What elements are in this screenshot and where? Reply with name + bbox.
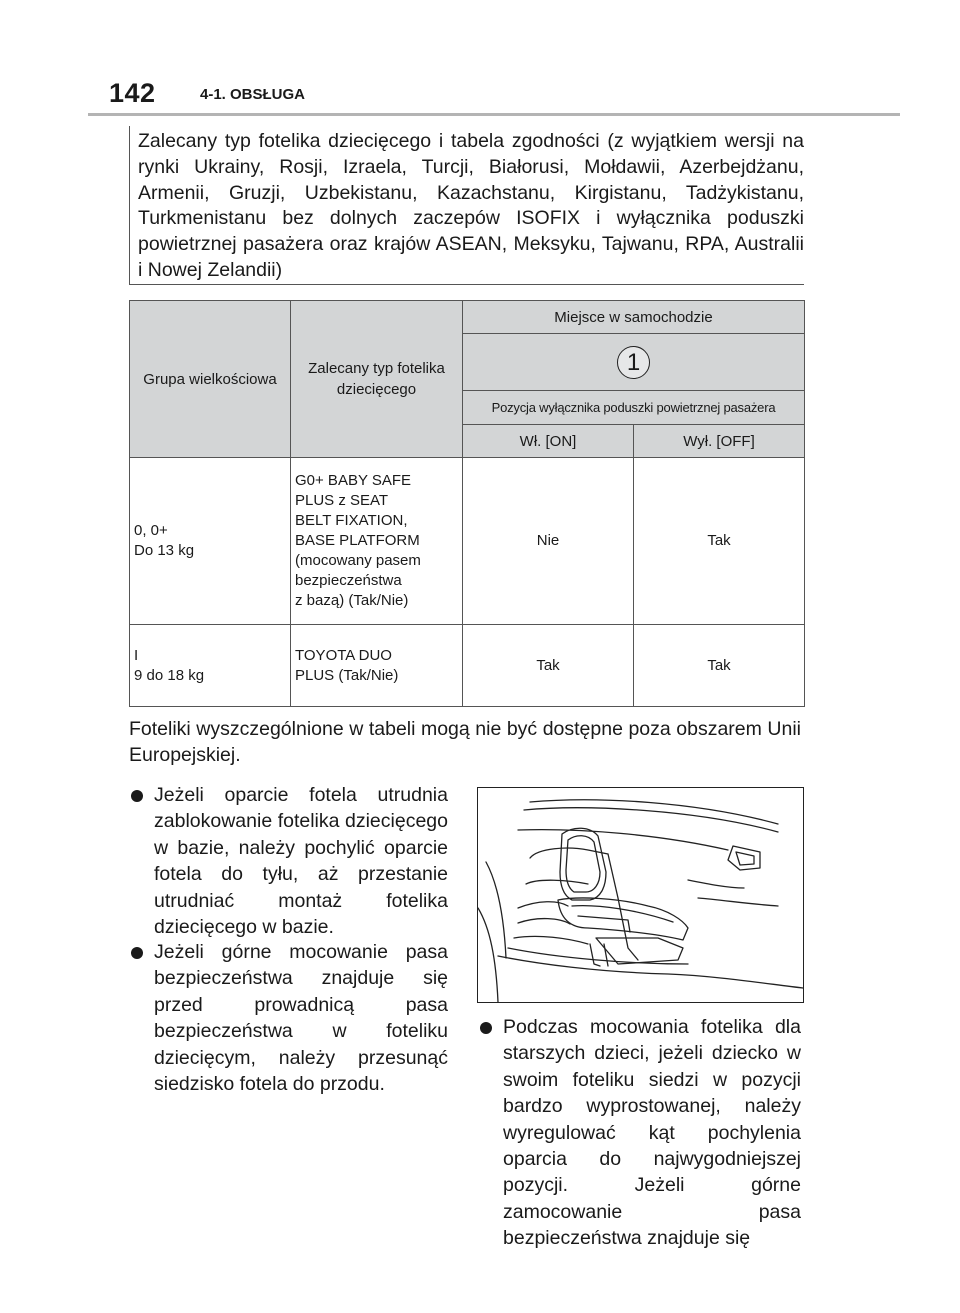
table-row	[130, 458, 805, 625]
row-group: 0, 0+ Do 13 kg	[130, 458, 291, 625]
intro-box	[129, 126, 804, 285]
header-divider	[88, 113, 900, 116]
compatibility-table	[129, 300, 805, 707]
header-position: Miejsce w samochodzie	[463, 301, 805, 334]
row-seat-type: G0+ BABY SAFE PLUS z SEAT BELT FIXATION, BASE PLATFORM (mocowany pasem bezpieczeństwa z bazą) (Tak/Nie)	[291, 458, 463, 625]
row-on-value: Nie	[463, 458, 634, 625]
row-off-value: Tak	[634, 625, 805, 707]
section-title: 4-1. OBSŁUGA	[200, 86, 306, 103]
table-row	[130, 625, 805, 707]
child-seat-in-car-icon	[478, 788, 803, 1002]
header-group: Grupa wielkościowa	[130, 301, 291, 458]
row-group: I 9 do 18 kg	[130, 625, 291, 707]
list-item: Jeżeli oparcie fotela utrudnia zablokowanie fotelika dziecięcego w bazie, należy pochylić oparcie fotela do tyłu, aż przestanie utrudniać montaż fotelika dziecięcego w bazie.	[154, 782, 448, 940]
seat-1-icon: 1	[617, 346, 650, 379]
intro-text: Zalecany typ fotelika dziecięcego i tabela zgodności (z wyjątkiem wersji na rynki Ukrainy, Rosji, Izraela, Turcji, Białorusi, Mołdawii, Azerbejdżanu, Armenii, Gruzji, Uzbekistanu, Kazachstanu, Kirgistanu, Tadżykistanu, Turkmenistanu bez dolnych zaczepów ISOFIX i wyłącznika poduszki powietrznej pasażera oraz krajów ASEAN, Meksyku, Tajwanu, RPA, Australii i Nowej Zelandii)	[138, 130, 804, 281]
header-switch-on: Wł. [ON]	[463, 425, 634, 458]
bullet-icon	[480, 1022, 492, 1034]
list-item: Podczas mocowania fotelika dla starszych dzieci, jeżeli dziecko w swoim foteliku siedzi w pozycji bardzo wyprostowanej, należy wyregulować kąt pochylenia oparcia do najwygodniejszej pozycji. Jeżeli górne zamocowanie pasa bezpieczeństwa znajduje się	[503, 1014, 801, 1252]
header-seat-number	[463, 334, 805, 391]
row-seat-type: TOYOTA DUO PLUS (Tak/Nie)	[291, 625, 463, 707]
row-on-value: Tak	[463, 625, 634, 707]
header-seat-type: Zalecany typ fotelika dziecięcego	[291, 301, 463, 458]
row-off-value: Tak	[634, 458, 805, 625]
child-seat-illustration	[477, 787, 804, 1003]
bullet-icon	[131, 947, 143, 959]
availability-note: Foteliki wyszczególnione w tabeli mogą nie być dostępne poza obszarem Unii Europejskiej.	[129, 718, 801, 766]
header-airbag-switch: Pozycja wyłącznika poduszki powietrznej pasażera	[463, 391, 805, 425]
header-switch-off: Wył. [OFF]	[634, 425, 805, 458]
bullet-icon	[131, 790, 143, 802]
list-item: Jeżeli górne mocowanie pasa bezpieczeństwa znajduje się przed prowadnicą pasa bezpieczeństwa w foteliku dziecięcym, należy przesunąć siedzisko fotela do przodu.	[154, 939, 448, 1097]
page-number: 142	[109, 78, 156, 108]
